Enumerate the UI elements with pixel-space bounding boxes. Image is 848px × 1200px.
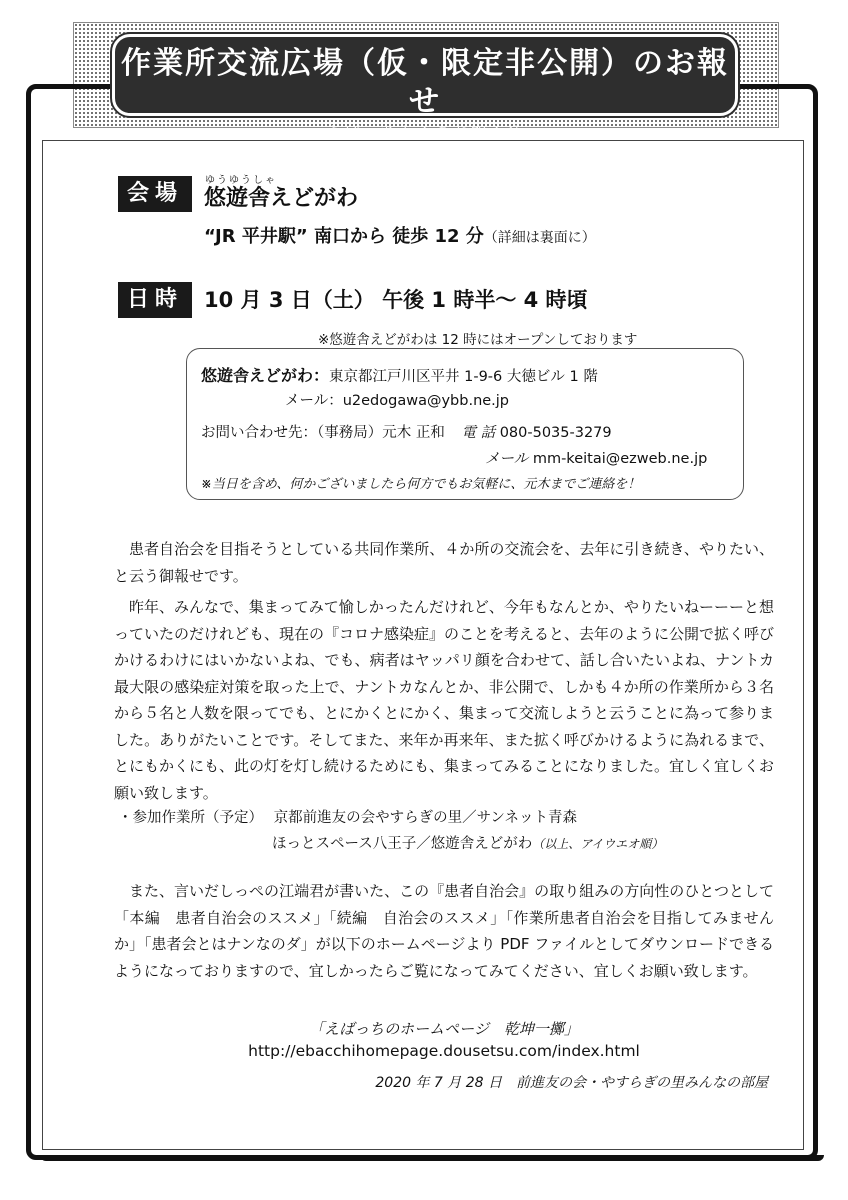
open-note: ※悠遊舎えどがわは 12 時にはオープンしております xyxy=(318,332,638,348)
participants-note: （以上、アイウエオ順） xyxy=(532,837,664,851)
frame-shadow xyxy=(40,1155,824,1161)
footer-date: 2020 年 7 月 28 日 前進友の会・やすらぎの里みんなの部屋 xyxy=(375,1075,768,1091)
contact-inquiry-label: お問い合わせ先：（事務局）元木 正和 xyxy=(201,425,445,441)
contact-inquiry-row xyxy=(201,421,612,442)
contact-box xyxy=(186,348,744,500)
datetime-tag: 日時 xyxy=(118,282,192,318)
contact-note: ※当日を含め、何かございましたら何方でもお気軽に、元木までご連絡を！ xyxy=(201,477,641,492)
contact-phone-label: 電 話 xyxy=(461,425,496,441)
venue-access xyxy=(204,222,596,248)
page-subtitle: 〜えばっちからのお知らせ〜 xyxy=(308,123,542,142)
page-title: 作業所交流広場（仮・限定非公開）のお報せ xyxy=(121,46,729,119)
paragraph-intro: 患者自治会を目指そうとしている共同作業所、４か所の交流会を、去年に引き続き、やりたい、と云う御報せです。 xyxy=(114,540,774,585)
contact-mobile-mail-label: メール xyxy=(485,451,529,467)
participants-line1 xyxy=(118,806,577,827)
paragraph-main: 昨年、みんなで、集まってみて愉しかったんだけれど、今年もなんとか、やりたいねーーーと想っていたのだけれども、現在の『コロナ感染症』のことを考えると、去年のように公開で拡く呼びかけるわけにはいかないよね、でも、病者はヤッパリ顔を合わせて、話し合いたいよね、ナントカ最大限の感染症対策を取った上で、ナントカなんとか、非公開で、しかも４か所の作業所から３名から５名と人数を限ってでも、とにかくとにかく、集まって交流しようと云うことに為って参りました。ありがたいことです。そしてまた、来年か再来年、また拡く呼びかけるように為れるまで、とにもかくにも、此の灯を灯し続けるためにも、集まってみることになりました。宜しく宜しくお願い致します。 xyxy=(114,598,775,802)
participants-list-2: ほっとスペース八王子／悠遊舎えどがわ xyxy=(272,836,533,852)
access-main: “JR 平井駅” 南口から 徒歩 12 分 xyxy=(204,226,484,247)
homepage-label: 「えばっちのホームページ 乾坤一擲」 xyxy=(309,1020,579,1038)
homepage-url[interactable]: http://ebacchihomepage.dousetsu.com/index.html xyxy=(248,1042,640,1060)
venue-name: 悠遊舎えどがわ xyxy=(204,186,359,211)
contact-mail[interactable]: u2edogawa@ybb.ne.jp xyxy=(342,393,510,409)
contact-phone: 080-5035-3279 xyxy=(499,425,612,441)
participants-label: ・参加作業所（予定） xyxy=(118,810,263,826)
contact-mobile-row xyxy=(485,447,707,468)
venue-ruby: ゆうゆうしゃ xyxy=(205,175,277,186)
contact-venue-row xyxy=(201,363,598,386)
datetime-text: 10 月 3 日（土） 午後 1 時半〜 4 時頃 xyxy=(204,288,588,312)
venue-tag: 会場 xyxy=(118,176,192,212)
contact-mobile-mail[interactable]: mm-keitai@ezweb.ne.jp xyxy=(532,451,708,467)
contact-venue-address: 東京都江戸川区平井 1-9-6 大徳ビル 1 階 xyxy=(329,369,598,385)
participants-list-1: 京都前進友の会やすらぎの里／サンネット青森 xyxy=(273,810,577,826)
contact-mail-row xyxy=(285,389,509,410)
access-note: （詳細は裏面に） xyxy=(483,230,596,246)
paragraph-homepage: また、言いだしっぺの江端君が書いた、この『患者自治会』の取り組みの方向性のひとつとして「本編 患者自治会のススメ」「続編 自治会のススメ」「作業所患者自治会を目指してみませんか」「患者会とはナンなのダ」が以下のホームページより PDF ファイルとしてダウンロードできるようになっておりますので、宜しかったらご覧になってみてください、宜しくお願い致します。 xyxy=(114,882,774,980)
participants-line2 xyxy=(272,832,663,853)
contact-venue-label: 悠遊舎えどがわ： xyxy=(201,366,330,385)
header-banner xyxy=(112,34,738,142)
contact-mail-label: メール： xyxy=(285,393,343,409)
